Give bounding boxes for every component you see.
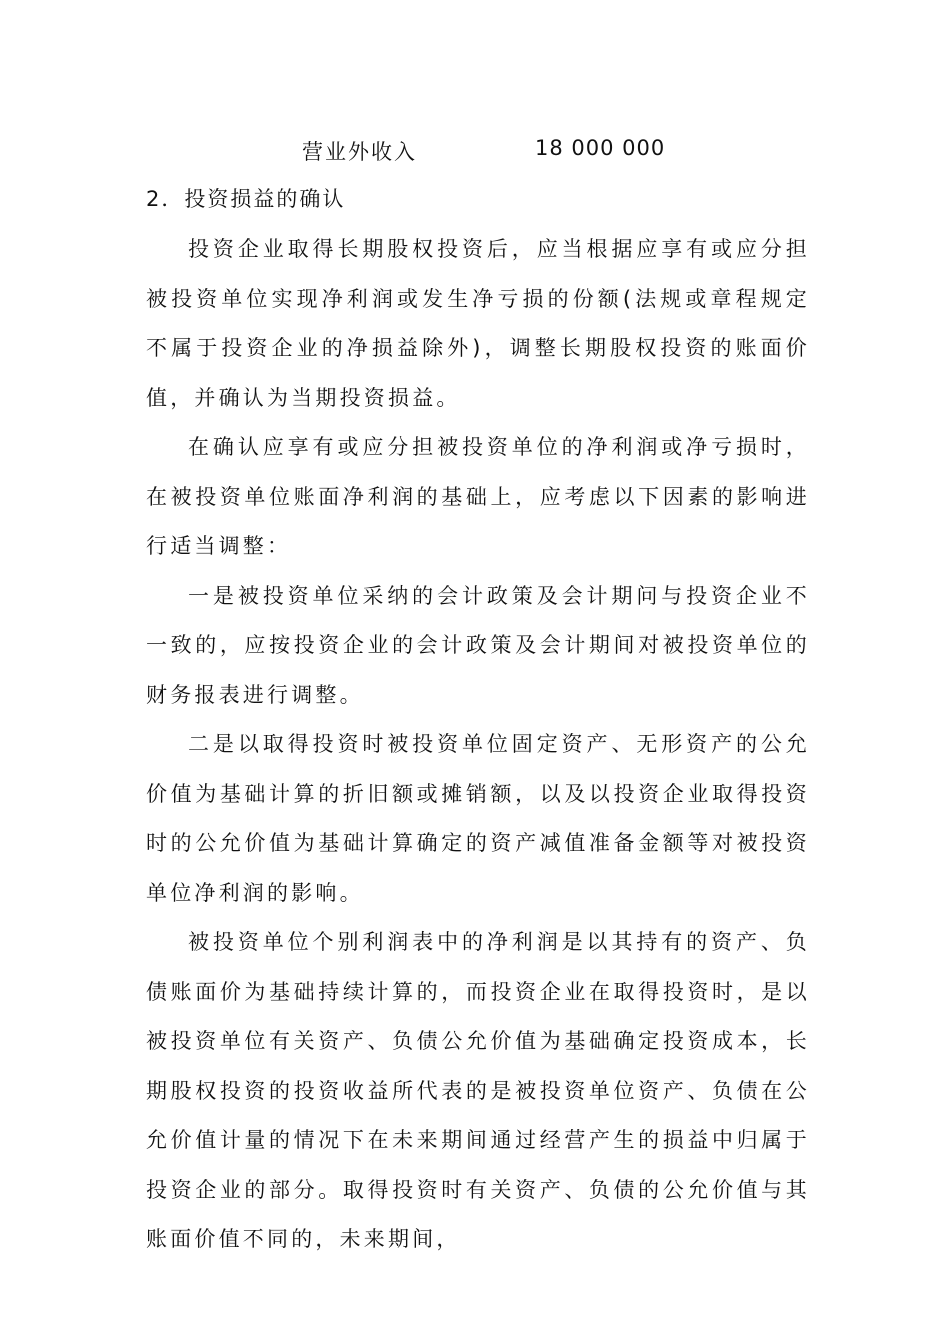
section-heading: 2．投资损益的确认 [146, 187, 346, 211]
journal-entry-amount: 18 000 000 [535, 136, 666, 160]
document-body [146, 225, 810, 1265]
paragraph: 一是被投资单位采纳的会计政策及会计期问与投资企业不一致的，应按投资企业的会计政策及会计期间对被投资单位的财务报表进行调整。 [146, 583, 810, 707]
paragraph: 投资企业取得长期股权投资后，应当根据应享有或应分担被投资单位实现净利润或发生净亏损的份额(法规或章程规定不属于投资企业的净损益除外)，调整长期股权投资的账面价值，并确认为当期投资损益。 [146, 237, 810, 410]
paragraph: 在确认应享有或应分担被投资单位的净利润或净亏损时，在被投资单位账面净利润的基础上，应考虑以下因素的影响进行适当调整： [146, 435, 810, 558]
paragraph: 二是以取得投资时被投资单位固定资产、无形资产的公允价值为基础计算的折旧额或摊销额，以及以投资企业取得投资时的公允价值为基础计算确定的资产减值准备金额等对被投资单位净利润的影响。 [146, 732, 810, 905]
journal-entry-account: 营业外收入 [302, 140, 417, 164]
journal-entry-line [0, 136, 950, 168]
paragraph: 被投资单位个别利润表中的净利润是以其持有的资产、负债账面价为基础持续计算的，而投资企业在取得投资时，是以被投资单位有关资产、负债公允价值为基础确定投资成本，长期股权投资的投资收益所代表的是被投资单位资产、负债在公允价值计量的情况下在未来期间通过经营产生的损益中归属于投资企业的部分。取得投资时有关资产、负债的公允价值与其账面价值不同的，未来期间， [146, 930, 810, 1251]
